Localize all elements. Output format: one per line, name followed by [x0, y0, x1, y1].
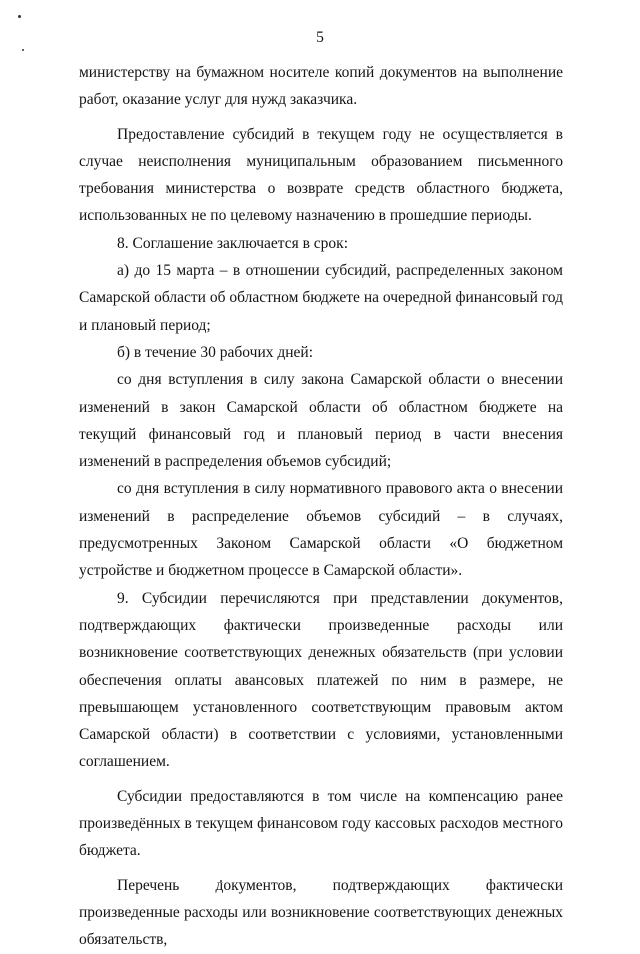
paragraph: Предоставление субсидий в текущем году не осуществляется в случае неисполнения муниципальным образованием письменного требования министерства о возврате средств областного бюджета, использованных не по целевому назначению в прошедшие периоды. [79, 125, 563, 225]
document-body [79, 59, 563, 954]
paragraph: 8. Соглашение заключается в срок: [117, 234, 349, 252]
page-number: 5 [316, 29, 324, 46]
paragraph: Перечень документов, подтверждающих фактически произведенные расходы или возникновение соответствующих денежных обязательств, [79, 876, 563, 949]
paragraph: Субсидии предоставляются в том числе на компенсацию ранее произведённых в текущем финансовом году кассовых расходов местного бюджета. [79, 787, 563, 860]
paragraph: а) до 15 марта – в отношении субсидий, распределенных законом Самарской области об областном бюджете на очередной финансовый год и плановый период; [79, 262, 563, 334]
scan-speck [22, 49, 24, 51]
paragraph: со дня вступления в силу нормативного правового акта о внесении изменений в распределение объемов субсидий – в случаях, предусмотренных Законом Самарской области «О бюджетном устройстве и бюджетном процессе в Самарской области». [79, 480, 563, 580]
paragraph: б) в течение 30 рабочих дней: [117, 343, 314, 361]
paragraph: 9. Субсидии перечисляются при представлении документов, подтверждающих фактически произведенные расходы или возникновение соответствующих денежных обязательств (при условии обеспечения оплаты авансовых платежей по ним в размере, не превышающем установленного соответствующим правовым актом Самарской области) в соответствии с условиями, установленными соглашением. [79, 589, 563, 771]
scan-speck [18, 15, 21, 18]
paragraph: министерству на бумажном носителе копий документов на выполнение работ, оказание услуг для нужд заказчика. [79, 64, 563, 109]
paragraph: со дня вступления в силу закона Самарской области о внесении изменений в закон Самарской области об областном бюджете на текущий финансовый год и плановый период в части внесения изменений в распределения объемов субсидий; [79, 371, 563, 471]
